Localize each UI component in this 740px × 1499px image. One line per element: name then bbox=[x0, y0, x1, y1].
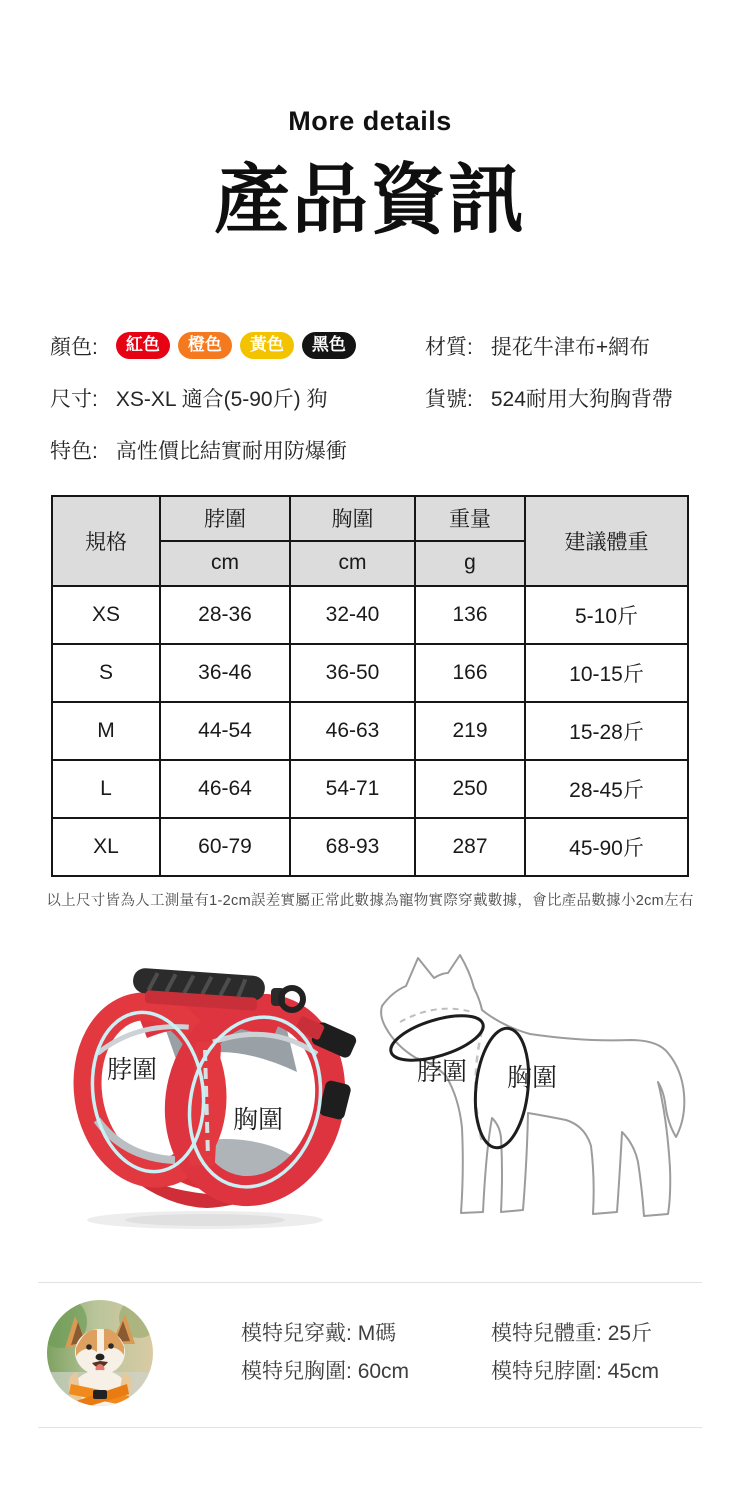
cell-chest: 36-50 bbox=[290, 644, 415, 702]
header-spec: 規格 bbox=[52, 496, 160, 586]
size-value: XS-XL 適合(5-90斤) 狗 bbox=[115, 387, 328, 411]
cell-suggest: 10-15斤 bbox=[525, 644, 688, 702]
table-row-m bbox=[52, 702, 688, 760]
measurement-disclaimer: 以上尺寸皆為人工測量有1-2cm誤差實屬正常此數據為寵物實際穿戴數據，會比產品數據小2cm左右 bbox=[46, 892, 694, 909]
unit-weight: g bbox=[415, 541, 525, 586]
harness-chest-label: 胸圍 bbox=[233, 1105, 284, 1134]
sku-value: 524耐用大狗胸背帶 bbox=[490, 387, 673, 411]
header-weight: 重量 bbox=[415, 496, 525, 541]
model-weight-value: 25斤 bbox=[607, 1321, 653, 1345]
header-chest: 胸圍 bbox=[290, 496, 415, 541]
cell-size: S bbox=[52, 644, 160, 702]
model-wear-value: M碼 bbox=[357, 1321, 397, 1345]
table-row-xl bbox=[52, 818, 688, 876]
attr-color bbox=[50, 331, 425, 361]
model-chest-label: 模特兒胸圍: bbox=[241, 1359, 352, 1383]
model-info-section bbox=[47, 1299, 740, 1407]
cell-weight: 166 bbox=[415, 644, 525, 702]
model-wear-label: 模特兒穿戴: bbox=[241, 1321, 352, 1345]
cell-weight: 250 bbox=[415, 760, 525, 818]
sku-label: 貨號: bbox=[425, 387, 473, 411]
feature-label: 特色: bbox=[50, 439, 98, 463]
table-row-l bbox=[52, 760, 688, 818]
cell-suggest: 15-28斤 bbox=[525, 702, 688, 760]
dog-chest-label: 胸圍 bbox=[507, 1063, 558, 1092]
size-chart-table bbox=[51, 495, 689, 877]
cell-suggest: 45-90斤 bbox=[525, 818, 688, 876]
model-chest-line bbox=[241, 1353, 487, 1391]
model-info-right bbox=[491, 1315, 659, 1391]
cell-weight: 287 bbox=[415, 818, 525, 876]
cell-size: XL bbox=[52, 818, 160, 876]
attr-sku bbox=[425, 383, 690, 413]
cell-chest: 54-71 bbox=[290, 760, 415, 818]
header-neck: 脖圍 bbox=[160, 496, 290, 541]
cell-neck: 36-46 bbox=[160, 644, 290, 702]
cell-neck: 44-54 bbox=[160, 702, 290, 760]
measurement-figures bbox=[45, 950, 740, 1250]
unit-chest: cm bbox=[290, 541, 415, 586]
attr-size bbox=[50, 383, 425, 413]
material-label: 材質: bbox=[425, 335, 473, 359]
model-chest-value: 60cm bbox=[357, 1359, 410, 1383]
model-neck-value: 45cm bbox=[607, 1359, 660, 1383]
cell-weight: 136 bbox=[415, 586, 525, 644]
cell-suggest: 5-10斤 bbox=[525, 586, 688, 644]
cell-weight: 219 bbox=[415, 702, 525, 760]
model-weight-line bbox=[491, 1315, 659, 1353]
model-dog-photo bbox=[47, 1300, 153, 1406]
material-value: 提花牛津布+網布 bbox=[490, 335, 651, 359]
color-label: 顏色: bbox=[50, 335, 98, 359]
page-title: 產品資訊 bbox=[214, 158, 526, 243]
header-suggest: 建議體重 bbox=[525, 496, 688, 586]
color-badge-red: 紅色 bbox=[116, 332, 170, 359]
cell-chest: 68-93 bbox=[290, 818, 415, 876]
cell-size: L bbox=[52, 760, 160, 818]
feature-value: 高性價比結實耐用防爆衝 bbox=[115, 439, 347, 463]
cell-neck: 28-36 bbox=[160, 586, 290, 644]
attr-empty bbox=[425, 435, 690, 465]
cell-neck: 46-64 bbox=[160, 760, 290, 818]
corgi-photo-illustration bbox=[47, 1300, 153, 1406]
model-neck-line bbox=[491, 1353, 659, 1391]
size-label: 尺寸: bbox=[50, 387, 98, 411]
cell-chest: 32-40 bbox=[290, 586, 415, 644]
product-attributes bbox=[50, 331, 690, 465]
dog-outline-diagram bbox=[370, 950, 700, 1250]
color-badge-yellow: 黃色 bbox=[240, 332, 294, 359]
dog-neck-label: 脖圍 bbox=[417, 1057, 468, 1086]
model-info-left bbox=[241, 1315, 487, 1391]
divider-top bbox=[38, 1282, 702, 1283]
cell-neck: 60-79 bbox=[160, 818, 290, 876]
cell-chest: 46-63 bbox=[290, 702, 415, 760]
color-badge-black: 黑色 bbox=[302, 332, 356, 359]
attr-feature bbox=[50, 435, 425, 465]
section-subtitle: More details bbox=[288, 106, 452, 136]
table-row-xs bbox=[52, 586, 688, 644]
cell-size: XS bbox=[52, 586, 160, 644]
color-badges bbox=[116, 332, 356, 359]
model-neck-label: 模特兒脖圍: bbox=[491, 1359, 602, 1383]
harness-illustration bbox=[45, 950, 365, 1250]
model-wear-line bbox=[241, 1315, 487, 1353]
table-row-s bbox=[52, 644, 688, 702]
dog-outline-illustration bbox=[370, 950, 700, 1250]
color-badge-orange: 橙色 bbox=[178, 332, 232, 359]
divider-bottom bbox=[38, 1427, 702, 1428]
unit-neck: cm bbox=[160, 541, 290, 586]
attr-material bbox=[425, 331, 690, 361]
model-weight-label: 模特兒體重: bbox=[491, 1321, 602, 1345]
cell-suggest: 28-45斤 bbox=[525, 760, 688, 818]
harness-photo bbox=[45, 950, 365, 1250]
cell-size: M bbox=[52, 702, 160, 760]
harness-neck-label: 脖圍 bbox=[107, 1055, 158, 1084]
